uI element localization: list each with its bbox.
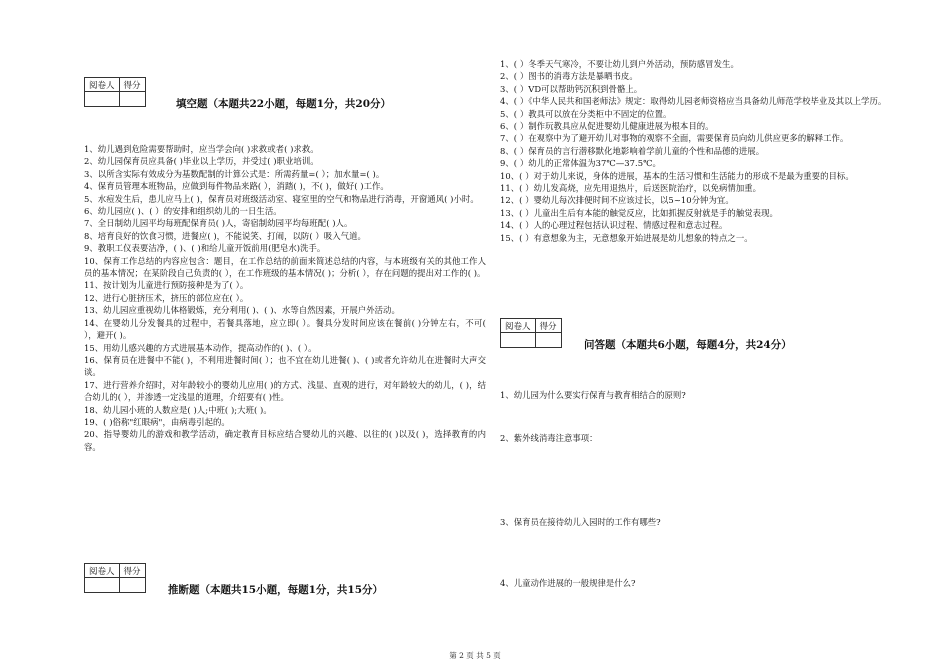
fill-blank-item: 2、幼儿园保育员应具备( )毕业以上学历，并受过( )职业培训。 bbox=[84, 156, 319, 167]
fill-blank-item: 18、幼儿园小班的人数应是( )人;中班( );大班( )。 bbox=[84, 404, 272, 415]
judgement-item: 3、( ）VD可以帮助钙沉积到骨骼上。 bbox=[500, 83, 643, 94]
judgement-item: 12、( ）婴幼儿每次排便时间不应该过长，以5~10分钟为宜。 bbox=[500, 195, 734, 206]
judgement-item: 7、( ）在观察中为了避开幼儿对事物的观察不全面，需要保育员向幼儿供应更多的解释工作。 bbox=[500, 133, 849, 144]
judgement-item: 14、( ）人的心理过程包括认识过程、情感过程和意志过程。 bbox=[500, 220, 728, 231]
fill-blank-item: 19、( )俗称"红眼病"，由病毒引起的。 bbox=[84, 416, 230, 427]
reviewer-label: 阅卷人 bbox=[501, 319, 536, 333]
score-box-judgement bbox=[84, 563, 146, 593]
fill-blank-item: 9、教职工仪表要洁净，( )、( )和给儿童开饭前用(肥皂水)洗手。 bbox=[84, 243, 326, 254]
fill-blank-item: 4、保育员管理本班物品，应做到每件物品来路( ），消踏( )，不( )，做好( )工作。 bbox=[84, 181, 389, 192]
score-box-fill-blank bbox=[84, 77, 146, 107]
reviewer-label: 阅卷人 bbox=[85, 564, 120, 578]
judgement-item: 9、( ）幼儿的正常体温为37℃—37.5℃。 bbox=[500, 158, 661, 169]
fill-blank-item: 7、全日制幼儿园平均每班配保育员( )人，寄宿制幼园平均每班配( )人。 bbox=[84, 218, 353, 229]
score-label: 得分 bbox=[535, 319, 561, 333]
fill-blank-item: 14、在婴幼儿分发餐具的过程中，若餐具落地，应立即( ）。餐具分发时间应该在餐前( )分钟左右，不可( ），避开( )。 bbox=[84, 317, 486, 341]
fill-blank-item: 10、保育工作总结的内容应包含：题目，在工作总结的前面来简述总结的内容，与本班级有关的其他工作人员的基本情况；在某阶段自己负责的( ），在工作班级的基本情况( )；分析( ），存在问题的提出对工作的( )。 bbox=[84, 255, 486, 279]
fill-blank-item: 16、保育员在进餐中不能( )，不利用进餐时间( ）；也不宜在幼儿进餐( )、( )或者允许幼儿在进餐时大声交谈。 bbox=[84, 354, 486, 378]
fill-blank-item: 13、幼儿园应重视幼儿体格锻炼，充分利用( )、( )、水等自然因素，开展户外活动。 bbox=[84, 305, 400, 316]
fill-blank-item: 11、按计划为儿童进行预防接种是为了( ）。 bbox=[84, 280, 249, 291]
judgement-item: 13、( ）儿童出生后有本能的触觉反应，比如抓握反射就是手的触觉表现。 bbox=[500, 207, 778, 218]
judgement-item: 2、( ）图书的消毒方法是暴晒书皮。 bbox=[500, 71, 638, 82]
qa-title: 问答题（本题共6小题，每题4分，共24分） bbox=[584, 339, 792, 351]
judgement-item: 1、( ）冬季天气寒冷，不要让幼儿到户外活动，预防感冒发生。 bbox=[500, 59, 739, 69]
qa-question: 1、幼儿园为什么要实行保育与教育相结合的原则? bbox=[500, 390, 686, 400]
judgement-item: 8、( ）保育员的言行潜移默化地影响着学前儿童的个性和品德的进展。 bbox=[500, 145, 765, 156]
score-cell[interactable] bbox=[119, 578, 145, 593]
fill-blank-item: 17、进行营养介绍时，对年龄较小的婴幼儿应用( )的方式、浅显、直观的进行，对年龄较大的幼儿，( )，结合幼儿的( ），并渗透一定浅显的道理，介绍要有( )性。 bbox=[84, 379, 486, 403]
score-box-qa bbox=[500, 318, 562, 348]
fill-blank-item: 8、培育良好的饮食习惯，进餐应( )，不能说笑、打闹，以防( ）吸入气道。 bbox=[84, 230, 366, 241]
qa-question: 2、紫外线消毒注意事项： bbox=[500, 433, 598, 443]
reviewer-cell[interactable] bbox=[85, 92, 120, 107]
score-cell[interactable] bbox=[119, 92, 145, 107]
judgement-item: 10、( ）对于幼儿来说，身体的进展，基本的生活习惯和生活能力的形成不是最为重要的目标。 bbox=[500, 170, 854, 181]
qa-question: 3、保育员在接待幼儿入园时的工作有哪些? bbox=[500, 517, 661, 527]
score-label: 得分 bbox=[119, 78, 145, 92]
reviewer-label: 阅卷人 bbox=[85, 78, 120, 92]
judgement-item: 15、( ）有意想象为主，无意想象开始进展是幼儿想象的特点之一。 bbox=[500, 232, 753, 243]
fill-blank-list bbox=[84, 143, 486, 453]
reviewer-cell[interactable] bbox=[501, 333, 536, 348]
score-label: 得分 bbox=[119, 564, 145, 578]
fill-blank-item: 3、以所含实际有效成分为基数配制的计算公式是：所需药量=( ）；加水量=( )。 bbox=[84, 168, 385, 179]
fill-blank-title: 填空题（本题共22小题，每题1分，共20分） bbox=[176, 98, 392, 110]
judgement-item: 5、( ）教具可以放在分类柜中不固定的位置。 bbox=[500, 108, 672, 119]
page-number: 第 2 页 共 5 页 bbox=[449, 651, 501, 660]
fill-blank-item: 20、指导婴幼儿的游戏和教学活动，确定教育目标应结合婴幼儿的兴趣、以往的( )以及( )，选择教育的内容。 bbox=[84, 429, 486, 452]
fill-blank-item: 12、进行心脏挤压术，挤压的部位应在( ）。 bbox=[84, 292, 249, 303]
fill-blank-item: 5、水痘发生后，患儿应马上( )，保育员对班级活动室、寝室里的空气和物品进行消毒，开窗通风( )小时。 bbox=[84, 193, 479, 204]
judgement-item: 6、( ）制作玩教具应从促进婴幼儿健康进展为根本目的。 bbox=[500, 121, 714, 132]
fill-blank-item: 1、幼儿遇到危险需要帮助时，应当学会向( )求救或者( )求救。 bbox=[84, 144, 319, 154]
qa-question: 4、儿童动作进展的一般规律是什么? bbox=[500, 578, 636, 588]
reviewer-cell[interactable] bbox=[85, 578, 120, 593]
fill-blank-item: 15、用幼儿感兴趣的方式进展基本动作，提高动作的( )、( ）。 bbox=[84, 342, 317, 353]
judgement-title: 推断题（本题共15小题，每题1分，共15分） bbox=[168, 584, 384, 596]
judgement-item: 11、( ）幼儿发高烧，应先用退热片，后送医院治疗，以免病情加重。 bbox=[500, 183, 762, 194]
judgement-list bbox=[500, 58, 902, 244]
fill-blank-item: 6、幼儿园应( )、( ）的安排和组织幼儿的一日生活。 bbox=[84, 206, 282, 217]
judgement-item: 4、( ）《中华人民共和国老师法》规定：取得幼儿园老师资格应当具备幼儿师范学校毕业及其以上学历。 bbox=[500, 96, 887, 107]
score-cell[interactable] bbox=[535, 333, 561, 348]
